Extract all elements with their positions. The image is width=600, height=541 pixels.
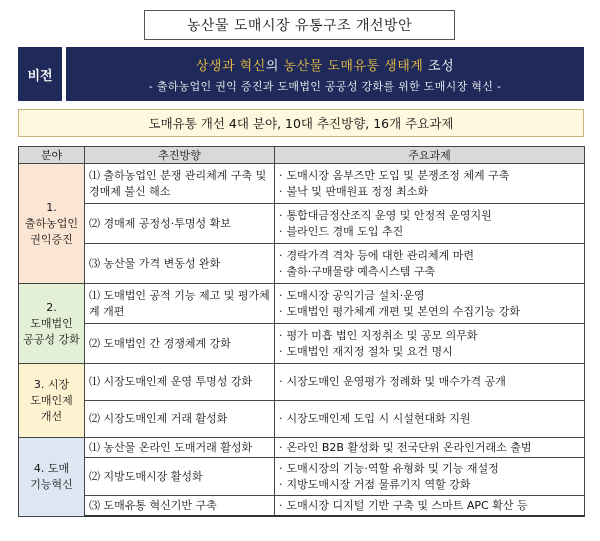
tasks-cell bbox=[275, 204, 585, 244]
area-cell bbox=[19, 164, 85, 284]
task-item: · 도매시장 공익기금 설치·운영 bbox=[279, 288, 580, 304]
vision-text-1: 의 bbox=[265, 58, 284, 74]
header-tasks: 주요과제 bbox=[275, 147, 585, 164]
area-label-line: 권익증진 bbox=[30, 232, 73, 246]
tasks-cell bbox=[275, 364, 585, 401]
direction-cell: ⑴ 농산물 온라인 도매거래 활성화 bbox=[85, 438, 275, 458]
strategy-table bbox=[18, 146, 585, 517]
vision-body bbox=[66, 47, 584, 101]
area-label-line: 개선 bbox=[40, 409, 63, 423]
direction-cell: ⑶ 농산물 가격 변동성 완화 bbox=[85, 244, 275, 284]
table-header-row bbox=[19, 147, 585, 164]
area-cell bbox=[19, 438, 85, 517]
direction-cell: ⑴ 도매법인 공적 기능 제고 및 평가체계 개편 bbox=[85, 284, 275, 324]
vision-highlight-2: 농산물 도매유통 생태계 bbox=[283, 58, 424, 74]
direction-cell: ⑵ 지방도매시장 활성화 bbox=[85, 458, 275, 496]
vision-label: 비전 bbox=[18, 47, 62, 101]
area-label-line: 2. bbox=[46, 300, 57, 314]
tasks-cell bbox=[275, 244, 585, 284]
table-body bbox=[19, 164, 585, 517]
direction-cell: ⑵ 시장도매인제 거래 활성화 bbox=[85, 401, 275, 438]
task-item: · 도매시장의 기능·역할 유형화 및 기능 재설정 bbox=[279, 461, 580, 477]
tasks-cell bbox=[275, 438, 585, 458]
table-row bbox=[19, 164, 585, 204]
tasks-cell bbox=[275, 401, 585, 438]
area-label-line: 4. 도매 bbox=[33, 461, 70, 475]
tasks-cell bbox=[275, 458, 585, 496]
direction-cell: ⑴ 출하농업인 분쟁 관리체계 구축 및 경매제 불신 해소 bbox=[85, 164, 275, 204]
task-item: · 출하·구매물량 예측시스템 구축 bbox=[279, 264, 580, 280]
area-label-line: 1. bbox=[46, 200, 57, 214]
area-label-line: 도매인제 bbox=[30, 393, 73, 407]
task-item: · 도매법인 재지정 절차 및 요건 명시 bbox=[279, 344, 580, 360]
area-label-line: 3. 시장 bbox=[33, 377, 70, 391]
task-item: · 온라인 B2B 활성화 및 전국단위 온라인거래소 출범 bbox=[279, 440, 580, 456]
table-row bbox=[19, 284, 585, 324]
tasks-cell bbox=[275, 164, 585, 204]
table-row bbox=[19, 244, 585, 284]
task-item: · 시장도매인제 도입 시 시설현대화 지원 bbox=[279, 411, 580, 427]
task-item: · 도매시장 옴부즈만 도입 및 분쟁조정 체계 구축 bbox=[279, 168, 580, 184]
area-cell bbox=[19, 364, 85, 438]
vision-main-text bbox=[196, 55, 454, 74]
task-item: · 도매시장 디지털 기반 구축 및 스마트 APC 확산 등 bbox=[279, 498, 580, 514]
table-row bbox=[19, 204, 585, 244]
tasks-cell bbox=[275, 496, 585, 517]
direction-cell: ⑵ 경매제 공정성·투명성 확보 bbox=[85, 204, 275, 244]
area-label-line: 공공성 강화 bbox=[23, 332, 80, 346]
task-item: · 경락가격 격차 등에 대한 관리체계 마련 bbox=[279, 248, 580, 264]
header-direction: 추진방향 bbox=[85, 147, 275, 164]
vision-text-2: 조성 bbox=[423, 58, 455, 74]
table-row bbox=[19, 458, 585, 496]
page-title: 농산물 도매시장 유통구조 개선방안 bbox=[144, 10, 455, 40]
summary-box: 도매유통 개선 4대 분야, 10대 추진방향, 16개 주요과제 bbox=[18, 109, 584, 137]
direction-cell: ⑶ 도매유통 혁신기반 구축 bbox=[85, 496, 275, 517]
tasks-cell bbox=[275, 324, 585, 364]
area-cell bbox=[19, 284, 85, 364]
table-row bbox=[19, 401, 585, 438]
task-item: · 통합대금정산조직 운영 및 안정적 운영지원 bbox=[279, 208, 580, 224]
area-label-line: 기능혁신 bbox=[30, 477, 73, 491]
task-item: · 평가 미흡 법인 지정취소 및 공모 의무화 bbox=[279, 328, 580, 344]
area-label-line: 출하농업인 bbox=[24, 216, 79, 230]
area-label-line: 도매법인 bbox=[30, 316, 73, 330]
task-item: · 블라인드 경매 도입 추진 bbox=[279, 224, 580, 240]
tasks-cell bbox=[275, 284, 585, 324]
task-item: · 불낙 및 판매원표 정정 최소화 bbox=[279, 184, 580, 200]
vision-subtitle: - 출하농업인 권익 증진과 도매법인 공공성 강화를 위한 도매시장 혁신 - bbox=[148, 79, 502, 93]
direction-cell: ⑴ 시장도매인제 운영 투명성 강화 bbox=[85, 364, 275, 401]
task-item: · 지방도매시장 거점 물류기지 역할 강화 bbox=[279, 477, 580, 493]
task-item: · 도매법인 평가체계 개편 및 본연의 수집기능 강화 bbox=[279, 304, 580, 320]
table-row bbox=[19, 364, 585, 401]
table-row bbox=[19, 324, 585, 364]
vision-banner bbox=[18, 47, 584, 101]
direction-cell: ⑵ 도매법인 간 경쟁체계 강화 bbox=[85, 324, 275, 364]
table-row bbox=[19, 438, 585, 458]
header-area: 분야 bbox=[19, 147, 85, 164]
task-item: · 시장도매인 운영평가 정례화 및 매수가격 공개 bbox=[279, 374, 580, 390]
table-row bbox=[19, 496, 585, 517]
vision-highlight-1: 상생과 혁신 bbox=[195, 58, 266, 74]
